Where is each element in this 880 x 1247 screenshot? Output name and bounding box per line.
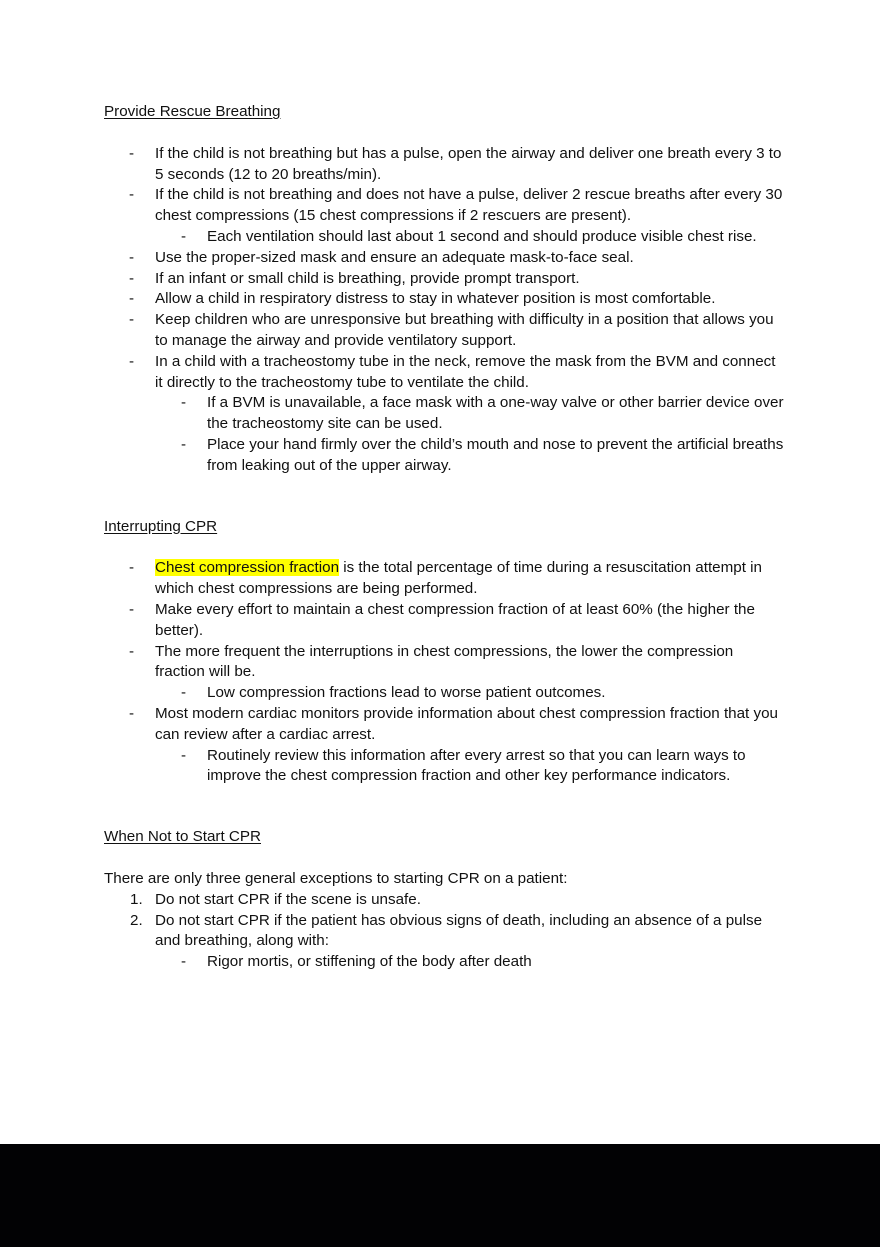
list-item: - In a child with a tracheostomy tube in the neck, remove the mask from the BVM and connect it directly to the tracheostomy tube to ventilate the child. <box>129 352 776 391</box>
sub-list-item: - Each ventilation should last about 1 second and should produce visible chest rise. <box>104 227 784 248</box>
bullet-dash-icon: - <box>129 311 135 329</box>
list-item: - Allow a child in respiratory distress to stay in whatever position is most comfortable. <box>104 289 784 310</box>
bullet-list <box>104 558 784 787</box>
bottom-black-bar <box>0 1144 880 1247</box>
bullet-dash-icon: - <box>181 684 187 702</box>
list-item: - Keep children who are unresponsive but breathing with difficulty in a position that allows you to manage the airway and provide ventilatory support. <box>129 311 774 349</box>
section-heading: When Not to Start CPR <box>104 828 261 846</box>
bullet-dash-icon: - <box>129 269 135 287</box>
bullet-dash-icon: - <box>129 642 135 660</box>
sub-list-item: - If a BVM is unavailable, a face mask with a one-way valve or other barrier device over the tracheostomy site can be used. <box>181 394 784 433</box>
section-interrupting-cpr <box>104 517 784 788</box>
bullet-dash-icon: - <box>129 186 135 204</box>
section-heading: Provide Rescue Breathing <box>104 103 281 120</box>
bullet-dash-icon: - <box>129 290 135 308</box>
item-number: 2. <box>130 911 143 929</box>
section-provide-rescue-breathing <box>104 102 784 477</box>
bullet-dash-icon: - <box>129 352 135 370</box>
bullet-dash-icon: - <box>129 600 135 618</box>
bullet-list <box>104 144 784 477</box>
list-item: - If an infant or small child is breathing, provide prompt transport. <box>104 269 784 290</box>
list-item: - Use the proper-sized mask and ensure an adequate mask-to-face seal. <box>104 248 784 269</box>
item-number: 1. <box>130 890 143 908</box>
document-content <box>104 102 784 973</box>
list-item: - The more frequent the interruptions in chest compressions, the lower the compression fraction will be. <box>129 642 734 681</box>
bullet-dash-icon: - <box>181 227 187 245</box>
bullet-dash-icon: - <box>181 953 187 971</box>
list-item: - Chest compression fraction is the total percentage of time during a resuscitation attempt in which chest compressions are being performed. <box>129 559 762 598</box>
list-item: - Make every effort to maintain a chest compression fraction of at least 60% (the higher the better). <box>129 600 755 639</box>
bullet-dash-icon: - <box>129 704 135 722</box>
numbered-item: 1. Do not start CPR if the scene is unsafe. <box>104 890 784 911</box>
bullet-dash-icon: - <box>129 559 135 577</box>
bullet-dash-icon: - <box>181 394 187 412</box>
sub-list-item: - Routinely review this information after every arrest so that you can learn ways to improve the chest compression fraction and other key performance indicators. <box>181 746 746 785</box>
bullet-dash-icon: - <box>181 435 187 453</box>
numbered-item: 2. Do not start CPR if the patient has obvious signs of death, including an absence of a pulse and breathing, along with: <box>130 911 763 950</box>
list-item: - If the child is not breathing and does not have a pulse, deliver 2 rescue breaths after every 30 chest compressions (15 chest compressions if 2 rescuers are present). <box>129 186 783 225</box>
bullet-dash-icon: - <box>129 248 135 266</box>
intro-paragraph: There are only three general exceptions to starting CPR on a patient: <box>104 869 568 887</box>
highlighted-term: Chest compression fraction <box>155 559 340 577</box>
list-item: - If the child is not breathing but has a pulse, open the airway and deliver one breath every 3 to 5 seconds (12 to 20 breaths/min). <box>129 144 782 183</box>
sub-list-item: - Low compression fractions lead to worse patient outcomes. <box>104 683 784 704</box>
section-heading: Interrupting CPR <box>104 517 218 535</box>
section-when-not-to-start-cpr <box>104 827 784 973</box>
list-item: - Most modern cardiac monitors provide information about chest compression fraction that you can review after a cardiac arrest. <box>129 704 778 743</box>
sub-list-item: - Place your hand firmly over the child’s mouth and nose to prevent the artificial breaths from leaking out of the upper airway. <box>181 435 784 474</box>
sub-list-item: - Rigor mortis, or stiffening of the body after death <box>104 952 784 973</box>
bullet-dash-icon: - <box>129 144 135 162</box>
bullet-dash-icon: - <box>181 746 187 764</box>
numbered-list <box>104 890 784 973</box>
